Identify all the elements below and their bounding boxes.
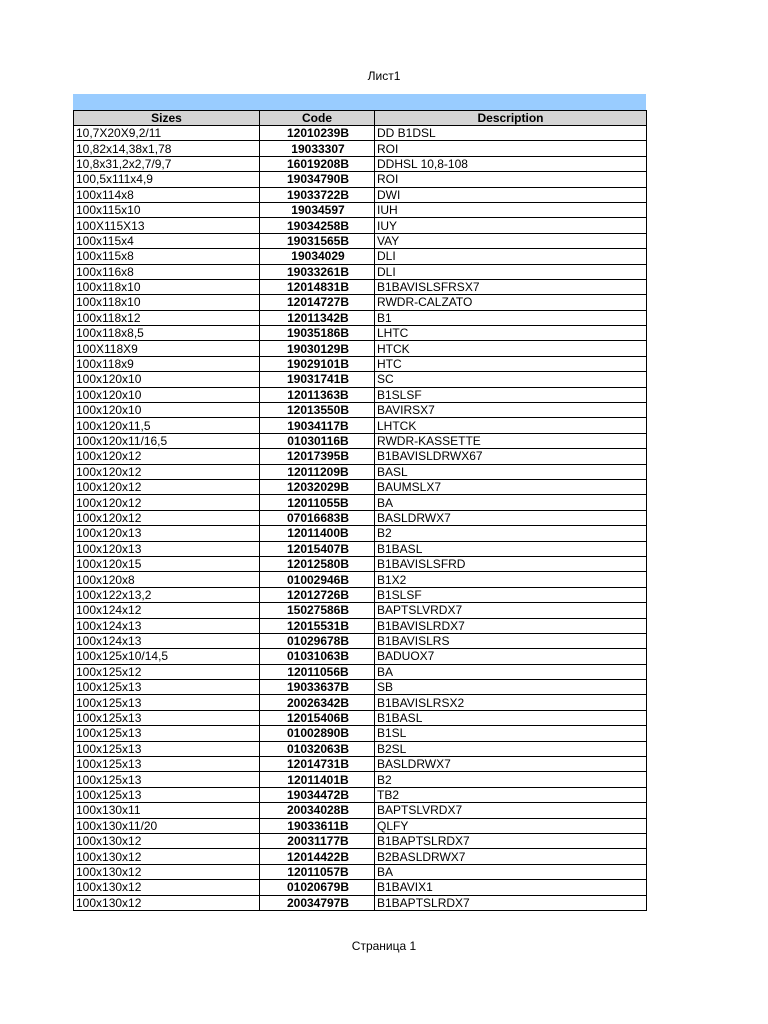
- cell-size: 100x130x12: [74, 880, 260, 895]
- table-row: [74, 433, 647, 448]
- page-footer: Страница 1: [351, 939, 417, 953]
- cell-size: 100x122x13,2: [74, 587, 260, 602]
- cell-code: 20026342B: [260, 695, 375, 710]
- cell-code: 01002890B: [260, 726, 375, 741]
- cell-size: 100x115x4: [74, 233, 260, 248]
- cell-code: 20034028B: [260, 803, 375, 818]
- cell-code: 12011342B: [260, 310, 375, 325]
- cell-description: B1X2: [375, 572, 647, 587]
- cell-size: 100x120x10: [74, 387, 260, 402]
- cell-code: 12011057B: [260, 864, 375, 879]
- cell-description: DLI: [375, 264, 647, 279]
- cell-description: VAY: [375, 233, 647, 248]
- cell-description: ROI: [375, 141, 647, 156]
- table-row: [74, 310, 647, 325]
- cell-description: B1: [375, 310, 647, 325]
- table-row: [74, 864, 647, 879]
- cell-size: 100x130x12: [74, 833, 260, 848]
- table-row: [74, 126, 647, 141]
- cell-size: 100x120x11,5: [74, 418, 260, 433]
- cell-code: 01032063B: [260, 741, 375, 756]
- cell-size: 100x118x12: [74, 310, 260, 325]
- table-row: [74, 587, 647, 602]
- cell-description: B1BAVISLRSX2: [375, 695, 647, 710]
- cell-code: 19034597: [260, 202, 375, 217]
- cell-code: 19033722B: [260, 187, 375, 202]
- cell-size: 100x124x13: [74, 618, 260, 633]
- cell-description: HTC: [375, 356, 647, 371]
- table-row: [74, 541, 647, 556]
- cell-size: 100x130x11/20: [74, 818, 260, 833]
- cell-description: DLI: [375, 249, 647, 264]
- cell-description: B1BAVISLRS: [375, 633, 647, 648]
- cell-size: 100x120x12: [74, 464, 260, 479]
- cell-description: B1SLSF: [375, 387, 647, 402]
- table-row: [74, 449, 647, 464]
- cell-code: 15027586B: [260, 603, 375, 618]
- sheet-title: Лист1: [367, 69, 401, 83]
- table-row: [74, 526, 647, 541]
- cell-description: RWDR-CALZATO: [375, 295, 647, 310]
- cell-code: 12012726B: [260, 587, 375, 602]
- cell-description: ROI: [375, 172, 647, 187]
- cell-size: 100x125x13: [74, 710, 260, 725]
- table-row: [74, 664, 647, 679]
- cell-size: 100x120x12: [74, 495, 260, 510]
- cell-code: 12014422B: [260, 849, 375, 864]
- table-row: [74, 510, 647, 525]
- cell-description: BA: [375, 664, 647, 679]
- table-row: [74, 172, 647, 187]
- table-row: [74, 649, 647, 664]
- cell-description: SB: [375, 680, 647, 695]
- cell-code: 19034790B: [260, 172, 375, 187]
- cell-size: 100x120x10: [74, 372, 260, 387]
- cell-size: 10,82x14,38x1,78: [74, 141, 260, 156]
- cell-description: B2: [375, 772, 647, 787]
- cell-code: 19034472B: [260, 787, 375, 802]
- cell-code: 19031741B: [260, 372, 375, 387]
- cell-code: 16019208B: [260, 156, 375, 171]
- cell-size: 100X115X13: [74, 218, 260, 233]
- cell-size: 100x120x12: [74, 510, 260, 525]
- cell-description: BAPTSLVRDX7: [375, 803, 647, 818]
- cell-code: 12011056B: [260, 664, 375, 679]
- cell-description: BADUOX7: [375, 649, 647, 664]
- cell-size: 100x125x13: [74, 695, 260, 710]
- cell-code: 19034117B: [260, 418, 375, 433]
- cell-description: B1BASL: [375, 710, 647, 725]
- cell-size: 100x115x8: [74, 249, 260, 264]
- cell-code: 19031565B: [260, 233, 375, 248]
- cell-size: 100x125x13: [74, 787, 260, 802]
- table-row: [74, 218, 647, 233]
- cell-size: 100x118x8,5: [74, 326, 260, 341]
- cell-code: 01030116B: [260, 433, 375, 448]
- cell-code: 12010239B: [260, 126, 375, 141]
- cell-code: 12011363B: [260, 387, 375, 402]
- table-row: [74, 849, 647, 864]
- table-row: [74, 895, 647, 910]
- cell-code: 12015407B: [260, 541, 375, 556]
- cell-description: DDHSL 10,8-108: [375, 156, 647, 171]
- cell-description: B1BAVISLRDX7: [375, 618, 647, 633]
- cell-description: BASLDRWX7: [375, 510, 647, 525]
- cell-code: 19033611B: [260, 818, 375, 833]
- cell-size: 100x120x11/16,5: [74, 433, 260, 448]
- cell-size: 100x115x10: [74, 202, 260, 217]
- cell-size: 100x125x13: [74, 757, 260, 772]
- table-row: [74, 495, 647, 510]
- table-row: [74, 757, 647, 772]
- cell-code: 19033307: [260, 141, 375, 156]
- cell-code: 12015531B: [260, 618, 375, 633]
- cell-description: BASLDRWX7: [375, 757, 647, 772]
- cell-size: 100x120x12: [74, 479, 260, 494]
- cell-description: RWDR-KASSETTE: [375, 433, 647, 448]
- cell-size: 100x124x13: [74, 633, 260, 648]
- column-header-description: Description: [375, 111, 647, 126]
- cell-description: BAVIRSX7: [375, 403, 647, 418]
- cell-description: LHTC: [375, 326, 647, 341]
- table-row: [74, 479, 647, 494]
- cell-size: 100x130x12: [74, 849, 260, 864]
- table-row: [74, 295, 647, 310]
- cell-code: 01031063B: [260, 649, 375, 664]
- cell-description: BASL: [375, 464, 647, 479]
- column-header-code: Code: [260, 111, 375, 126]
- cell-code: 12011209B: [260, 464, 375, 479]
- table-row: [74, 787, 647, 802]
- cell-description: BA: [375, 495, 647, 510]
- table-row: [74, 326, 647, 341]
- table-row: [74, 372, 647, 387]
- cell-code: 12012580B: [260, 556, 375, 571]
- cell-code: 19033637B: [260, 680, 375, 695]
- table-row: [74, 356, 647, 371]
- table-row: [74, 803, 647, 818]
- cell-size: 100x118x9: [74, 356, 260, 371]
- cell-size: 10,8x31,2x2,7/9,7: [74, 156, 260, 171]
- table-row: [74, 772, 647, 787]
- cell-size: 100x130x11: [74, 803, 260, 818]
- cell-code: 12015406B: [260, 710, 375, 725]
- cell-description: B1SL: [375, 726, 647, 741]
- cell-size: 100x116x8: [74, 264, 260, 279]
- cell-size: 100x125x13: [74, 726, 260, 741]
- cell-description: B2: [375, 526, 647, 541]
- table-row: [74, 633, 647, 648]
- table-row: [74, 556, 647, 571]
- cell-code: 12011400B: [260, 526, 375, 541]
- cell-code: 20034797B: [260, 895, 375, 910]
- table-row: [74, 680, 647, 695]
- cell-size: 100x124x12: [74, 603, 260, 618]
- cell-code: 12014831B: [260, 279, 375, 294]
- cell-size: 100,5x111x4,9: [74, 172, 260, 187]
- cell-size: 100x120x13: [74, 526, 260, 541]
- table-row: [74, 341, 647, 356]
- cell-code: 19033261B: [260, 264, 375, 279]
- table-row: [74, 141, 647, 156]
- table-row: [74, 880, 647, 895]
- cell-description: B1BASL: [375, 541, 647, 556]
- table-row: [74, 833, 647, 848]
- table-row: [74, 572, 647, 587]
- cell-size: 100x125x13: [74, 680, 260, 695]
- table-row: [74, 741, 647, 756]
- cell-size: 100x118x10: [74, 295, 260, 310]
- cell-code: 19035186B: [260, 326, 375, 341]
- cell-description: DD B1DSL: [375, 126, 647, 141]
- table-header-row: [74, 111, 647, 126]
- cell-description: BA: [375, 864, 647, 879]
- table-row: [74, 464, 647, 479]
- cell-code: 12032029B: [260, 479, 375, 494]
- cell-description: B1BAVISLSFRSX7: [375, 279, 647, 294]
- cell-description: IUY: [375, 218, 647, 233]
- cell-description: DWI: [375, 187, 647, 202]
- table-row: [74, 403, 647, 418]
- cell-size: 10,7X20X9,2/11: [74, 126, 260, 141]
- cell-size: 100x125x13: [74, 741, 260, 756]
- cell-code: 20031177B: [260, 833, 375, 848]
- cell-description: TB2: [375, 787, 647, 802]
- cell-code: 07016683B: [260, 510, 375, 525]
- cell-description: B2SL: [375, 741, 647, 756]
- cell-size: 100x130x12: [74, 864, 260, 879]
- table-row: [74, 233, 647, 248]
- cell-description: B1BAVISLDRWX67: [375, 449, 647, 464]
- header-accent-band: [73, 94, 646, 110]
- cell-description: QLFY: [375, 818, 647, 833]
- column-header-sizes: Sizes: [74, 111, 260, 126]
- table-row: [74, 726, 647, 741]
- cell-size: 100x120x12: [74, 449, 260, 464]
- table-row: [74, 249, 647, 264]
- cell-size: 100x125x12: [74, 664, 260, 679]
- cell-description: B1SLSF: [375, 587, 647, 602]
- cell-code: 12014731B: [260, 757, 375, 772]
- table-row: [74, 156, 647, 171]
- cell-size: 100x120x8: [74, 572, 260, 587]
- cell-size: 100x125x10/14,5: [74, 649, 260, 664]
- cell-code: 12013550B: [260, 403, 375, 418]
- cell-code: 19034029: [260, 249, 375, 264]
- cell-code: 19030129B: [260, 341, 375, 356]
- table-body: [74, 126, 647, 911]
- cell-description: B1BAVIX1: [375, 880, 647, 895]
- cell-code: 12014727B: [260, 295, 375, 310]
- cell-code: 12011055B: [260, 495, 375, 510]
- parts-table: [73, 110, 647, 911]
- cell-code: 12011401B: [260, 772, 375, 787]
- table-row: [74, 387, 647, 402]
- cell-description: B1BAPTSLRDX7: [375, 895, 647, 910]
- cell-description: HTCK: [375, 341, 647, 356]
- cell-description: B2BASLDRWX7: [375, 849, 647, 864]
- cell-description: B1BAVISLSFRD: [375, 556, 647, 571]
- cell-description: BAUMSLX7: [375, 479, 647, 494]
- table-row: [74, 695, 647, 710]
- table-row: [74, 603, 647, 618]
- table-row: [74, 818, 647, 833]
- cell-size: 100x125x13: [74, 772, 260, 787]
- cell-code: 19034258B: [260, 218, 375, 233]
- cell-code: 12017395B: [260, 449, 375, 464]
- cell-code: 01002946B: [260, 572, 375, 587]
- cell-code: 01020679B: [260, 880, 375, 895]
- cell-size: 100x120x10: [74, 403, 260, 418]
- cell-size: 100X118X9: [74, 341, 260, 356]
- cell-size: 100x120x13: [74, 541, 260, 556]
- table-row: [74, 202, 647, 217]
- cell-description: LHTCK: [375, 418, 647, 433]
- cell-code: 19029101B: [260, 356, 375, 371]
- cell-description: B1BAPTSLRDX7: [375, 833, 647, 848]
- cell-description: BAPTSLVRDX7: [375, 603, 647, 618]
- table-row: [74, 187, 647, 202]
- cell-size: 100x118x10: [74, 279, 260, 294]
- cell-code: 01029678B: [260, 633, 375, 648]
- table-row: [74, 279, 647, 294]
- cell-size: 100x120x15: [74, 556, 260, 571]
- cell-description: IUH: [375, 202, 647, 217]
- cell-size: 100x114x8: [74, 187, 260, 202]
- table-row: [74, 710, 647, 725]
- table-row: [74, 264, 647, 279]
- cell-size: 100x130x12: [74, 895, 260, 910]
- table-row: [74, 618, 647, 633]
- cell-description: SC: [375, 372, 647, 387]
- table-row: [74, 418, 647, 433]
